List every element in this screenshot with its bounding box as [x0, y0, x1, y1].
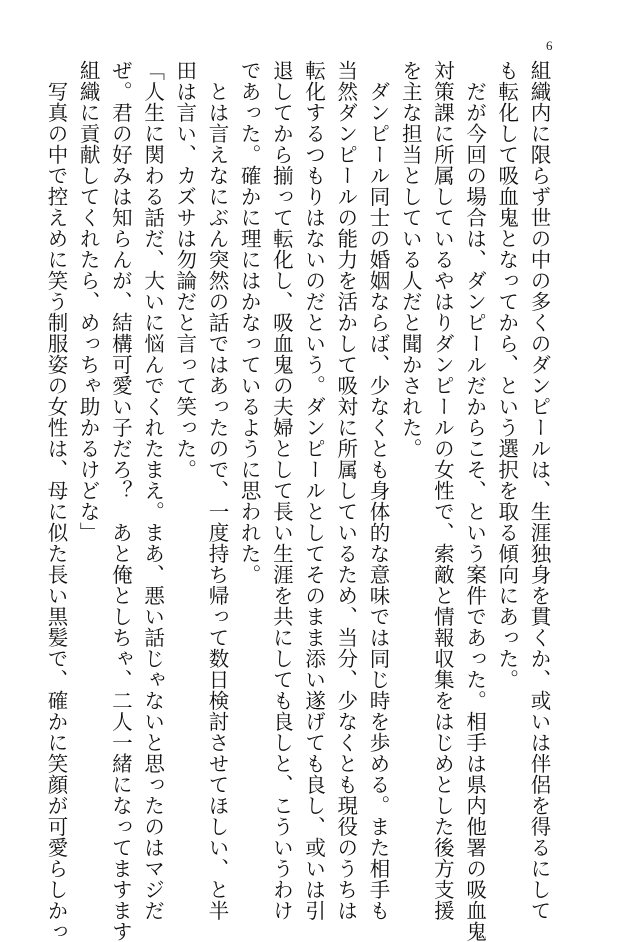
- text-line: 対策課に所属しているやはりダンピールの女性で、索敵と情報収集をはじめとした後方支援: [430, 60, 455, 921]
- text-line: であった。確かに理にはかなっているように思われた。: [237, 60, 262, 585]
- text-line: とは言えなにぶん突然の話ではあったので、一度持ち帰って数日検討させてほしい、と半: [204, 60, 229, 921]
- text-line: 当然ダンピールの能力を活かして吸対に所属しているため、当分、少なくとも現役のうちは: [333, 60, 358, 921]
- text-line: 田は言い、カズサは勿論だと言って笑った。: [172, 60, 197, 480]
- text-line: 退してから揃って転化し、吸血鬼の夫婦として長い生涯を共にしても良しと、こういうわけ: [269, 60, 294, 921]
- text-line: 組織に貢献してくれたら、めっちゃ助かるけどな」: [76, 60, 101, 543]
- text-line: ダンピール同士の婚姻ならば、少なくとも身体的な意味では同じ時を歩める。また相手も: [365, 60, 390, 921]
- page-number: 6: [546, 38, 553, 53]
- text-line: 転化するつもりはないのだという。ダンピールとしてそのまま添い遂げても良し、或いは引: [301, 60, 326, 921]
- text-line: ぜ。君の好みは知らんが、結構可愛い子だろ？ あと俺としちゃ、二人一緒になってますます: [108, 60, 133, 942]
- novel-text-column-block: [43, 60, 555, 942]
- text-line: 写真の中で控えめに笑う制服姿の女性は、母に似た長い黒髪で、確かに笑顔が可愛らしかっ: [43, 60, 68, 942]
- text-line: 組織内に限らず世の中の多くのダンピールは、生涯独身を貫くか、或いは伴侶を得るにして: [527, 60, 551, 921]
- text-line: も転化して吸血鬼となってから、という選択を取る傾向にあった。: [494, 60, 519, 690]
- text-line: 「人生に関わる話だ、大いに悩んでくれたまえ。まあ、悪い話じゃないと思ったのはマジだ: [140, 60, 165, 921]
- text-line: を主な担当としている人だと聞かされた。: [398, 60, 423, 459]
- text-line: だが今回の場合は、ダンピールだからこそ、という案件であった。相手は県内他署の吸血鬼: [462, 60, 487, 942]
